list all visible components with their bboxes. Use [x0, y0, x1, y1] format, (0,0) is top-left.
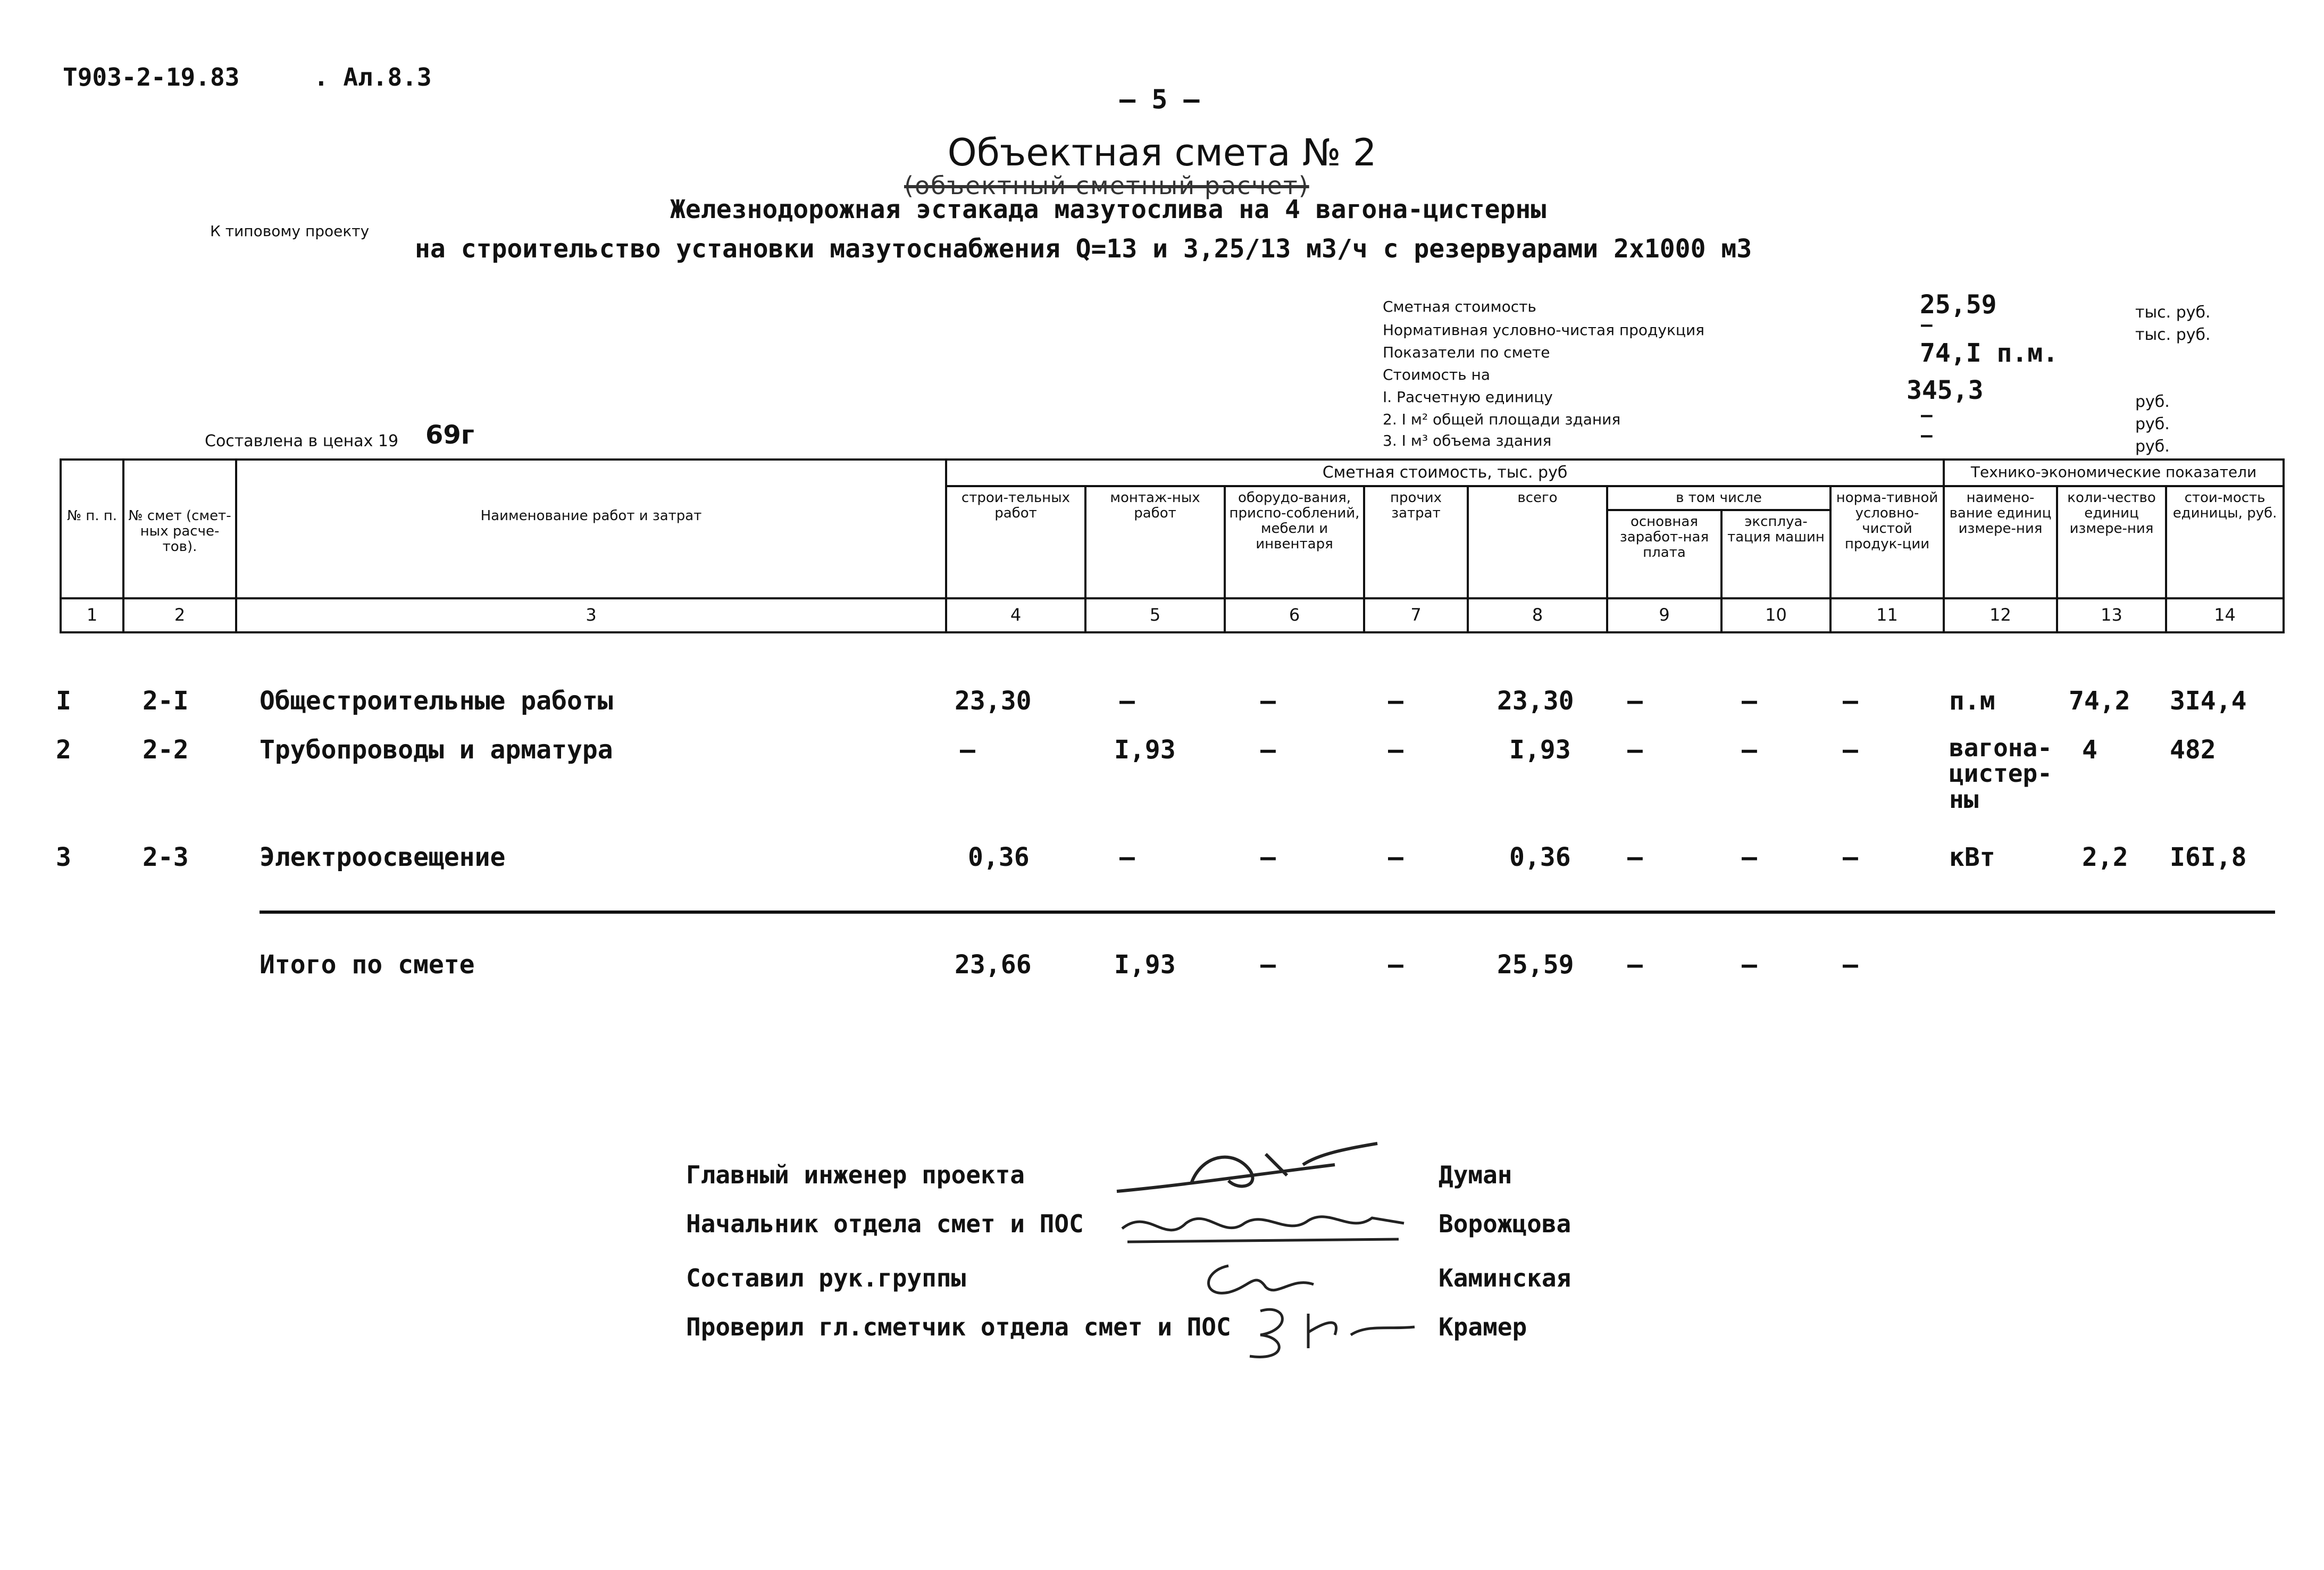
signature-name: Ворожцова [1439, 1209, 1571, 1238]
signature-name: Крамер [1439, 1313, 1527, 1341]
col-header-num: № п. п. [61, 460, 123, 598]
signature-title: Проверил гл.сметчик отдела смет и ПОС [686, 1313, 1231, 1341]
row-mount: I,93 [1114, 735, 1176, 765]
row-total: 0,36 [1509, 842, 1571, 872]
row-num: I [56, 686, 71, 716]
row-total: I,93 [1509, 735, 1571, 765]
row-qty: 74,2 [2069, 686, 2130, 716]
row-mount: — [1119, 842, 1135, 872]
nucp-value: — [1921, 314, 1933, 336]
to-project-label: К типовому проекту [210, 222, 370, 240]
prices-year: 69г [425, 420, 474, 450]
estimated-cost-label: Сметная стоимость [1383, 298, 1536, 315]
col-header-other: прочих затрат [1364, 486, 1468, 598]
row-unit-name: п.м [1949, 686, 1995, 716]
row-name: Трубопроводы и арматура [260, 735, 613, 765]
totals-label: Итого по смете [260, 950, 475, 980]
totals-other: — [1388, 950, 1403, 980]
totals-machines: — [1742, 950, 1757, 980]
row-wage: — [1627, 735, 1643, 765]
signature-name: Думан [1439, 1160, 1512, 1189]
row-equip: — [1260, 842, 1276, 872]
col-number: 3 [236, 598, 946, 632]
row-unit-name: кВт [1949, 842, 1995, 872]
calc-unit-value: 345,3 [1907, 375, 1984, 405]
row-wage: — [1627, 686, 1643, 716]
row-build: 0,36 [968, 842, 1030, 872]
signature-mark-icon [1197, 1255, 1335, 1303]
row-norm: — [1843, 842, 1858, 872]
row-estimate: 2-2 [143, 735, 189, 765]
col-number: 2 [123, 598, 236, 632]
row-unit-cost: 482 [2170, 735, 2216, 765]
row-mount: — [1119, 686, 1135, 716]
row-qty: 2,2 [2082, 842, 2128, 872]
col-header-name: Наименование работ и затрат [236, 460, 946, 598]
row-norm: — [1843, 735, 1858, 765]
row-machines: — [1742, 686, 1757, 716]
nucp-unit: тыс. руб. [2135, 325, 2211, 344]
totals-build: 23,66 [955, 950, 1032, 980]
document-code: Т903-2-19.83 [63, 63, 240, 91]
struck-subtitle-text: (объектный сметный расчет) [904, 171, 1309, 200]
row-name: Общестроительные работы [260, 686, 613, 716]
row-total: 23,30 [1497, 686, 1574, 716]
row-equip: — [1260, 686, 1276, 716]
col-number: 7 [1364, 598, 1468, 632]
col-header-total: всего [1468, 486, 1607, 598]
col-number: 5 [1085, 598, 1225, 632]
col-header-estimate: № смет (смет-ных рaсче-тов). [123, 460, 236, 598]
signature-name: Каминская [1439, 1264, 1571, 1292]
col-header-wage: основная заработ-ная плата [1607, 510, 1721, 598]
col-header-build: строи-тельных работ [946, 486, 1085, 598]
row-build: 23,30 [955, 686, 1032, 716]
estimate-title: Объектная смета № 2 [947, 131, 1377, 174]
signature-mark-icon [1228, 1298, 1420, 1367]
totals-equip: — [1260, 950, 1276, 980]
row-unit-cost: I6I,8 [2170, 842, 2247, 872]
row-name: Электроосвещение [260, 842, 506, 872]
estimate-table-header [60, 458, 2285, 633]
col-header-unit-name: наимено-вание единиц измере-ния [1944, 486, 2057, 598]
row-norm: — [1843, 686, 1858, 716]
row-machines: — [1742, 735, 1757, 765]
signature-mark-icon [1111, 1133, 1388, 1207]
row-other: — [1388, 686, 1403, 716]
col-header-norm: норма-тивной условно-чистой продук-ции [1830, 486, 1944, 598]
col-number: 4 [946, 598, 1085, 632]
signature-title: Главный инженер проекта [686, 1160, 1025, 1189]
row-wage: — [1627, 842, 1643, 872]
row-unit-cost: 3I4,4 [2170, 686, 2247, 716]
col-header-unit-cost: стои-мость единицы, руб. [2166, 486, 2284, 598]
group-header-tech: Технико-экономические показатели [1944, 460, 2284, 486]
col-number: 8 [1468, 598, 1607, 632]
group-header-cost: Сметная стоимость, тыс. руб [946, 460, 1944, 486]
volume-label: 3. I м³ объема здания [1383, 432, 1552, 449]
estimated-cost-value: 25,59 [1920, 290, 1997, 320]
row-other: — [1388, 735, 1403, 765]
total-separator-line [260, 911, 2275, 914]
col-number: 13 [2057, 598, 2166, 632]
totals-total: 25,59 [1497, 950, 1574, 980]
col-number: 14 [2166, 598, 2284, 632]
signature-title: Составил рук.группы [686, 1264, 966, 1292]
indicators-value: 74,I п.м. [1920, 338, 2059, 368]
row-other: — [1388, 842, 1403, 872]
col-number: 10 [1721, 598, 1830, 632]
col-number: 9 [1607, 598, 1721, 632]
col-number: 6 [1225, 598, 1364, 632]
totals-mount: I,93 [1114, 950, 1176, 980]
col-number: 11 [1830, 598, 1944, 632]
totals-wage: — [1627, 950, 1643, 980]
estimated-cost-unit: тыс. руб. [2135, 303, 2211, 322]
signature-title: Начальник отдела смет и ПОС [686, 1209, 1084, 1238]
area-value: — [1921, 404, 1933, 426]
col-number: 12 [1944, 598, 2057, 632]
object-name: Железнодорожная эстакада мазутослива на 4 вагона-цистерны [670, 195, 1546, 224]
col-header-machines: эксплуа-тация машин [1721, 510, 1830, 598]
construction-description: на строительство установки мазутоснабжения Q=13 и 3,25/13 м3/ч с резервуарами 2х1000 м3 [415, 234, 1752, 264]
row-num: 3 [56, 842, 71, 872]
col-header-qty: коли-чество единиц измере-ния [2057, 486, 2166, 598]
row-equip: — [1260, 735, 1276, 765]
volume-value: — [1921, 424, 1933, 446]
indicators-label: Показатели по смете [1383, 344, 1550, 361]
area-unit: руб. [2135, 415, 2170, 433]
row-unit-name: вагона- цистер- ны [1949, 733, 2052, 814]
volume-unit: руб. [2135, 437, 2170, 456]
prices-label: Составлена в ценах 19 [205, 432, 399, 450]
col-header-mount: монтаж-ных работ [1085, 486, 1225, 598]
row-qty: 4 [2082, 735, 2097, 765]
calc-unit-unit: руб. [2135, 392, 2170, 411]
row-machines: — [1742, 842, 1757, 872]
cost-per-label: Стоимость на [1383, 366, 1491, 383]
sheet-reference: . Ал.8.3 [314, 63, 432, 91]
totals-norm: — [1843, 950, 1858, 980]
nucp-label: Нормативная условно-чистая продукция [1383, 321, 1704, 339]
row-estimate: 2-I [143, 686, 189, 716]
row-build: — [960, 735, 975, 765]
area-label: 2. I м² общей площади здания [1383, 411, 1621, 428]
row-num: 2 [56, 735, 71, 765]
calc-unit-label: I. Расчетную единицу [1383, 388, 1553, 406]
group-header-including: в том числе [1607, 486, 1830, 510]
col-number: 1 [61, 598, 123, 632]
signature-mark-icon [1117, 1197, 1415, 1255]
col-header-equip: оборудо-вания, приспо-соблений, мебели и инвентаря [1225, 486, 1364, 598]
page-number: — 5 — [1119, 84, 1200, 115]
row-estimate: 2-3 [143, 842, 189, 872]
